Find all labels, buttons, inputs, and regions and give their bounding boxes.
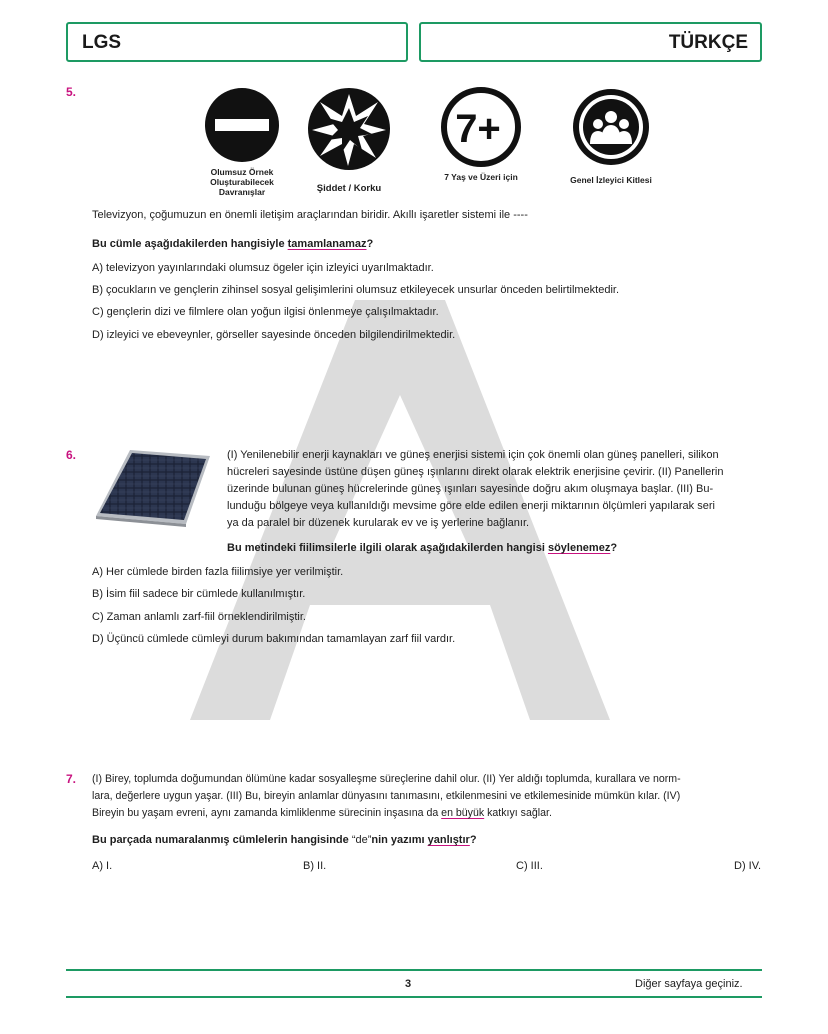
answer-option-d[interactable]: D) IV. <box>734 860 762 872</box>
passage-line: (I) Yenilenebilir enerji kaynakları ve güneş enerjisi sistemi için çok önemli olan güneş panelleri, silikon <box>227 449 719 461</box>
passage-line: ya da paralel bir düzenek kurularak ev ve iş yerlerine bağlanır. <box>227 517 530 529</box>
question-prompt: Bu cümle aşağıdakilerden hangisiyle tamamlanamaz? <box>92 238 374 250</box>
footer-bottom-line <box>66 996 762 998</box>
header-left-box <box>66 22 408 62</box>
answer-option-d[interactable]: D) Üçüncü cümlede cümleyi durum bakımından tamamlayan zarf fiil vardır. <box>92 633 456 645</box>
question-key-word: yanlıştır <box>427 834 470 846</box>
violence-burst-icon <box>306 86 392 172</box>
passage-line: lunduğu bölgeye veya kullanıldığı mevsime göre elde edilen enerji miktarının ölçümleri yapılarak seri <box>227 500 715 512</box>
solar-panel-image <box>94 448 212 528</box>
icon-caption: 7 Yaş ve Üzeri için <box>444 172 518 182</box>
question-key-word: söylenemez <box>547 542 611 554</box>
exam-title: LGS <box>82 32 122 53</box>
no-entry-icon <box>203 86 281 164</box>
answer-option-b[interactable]: B) çocukların ve gençlerin zihinsel sosyal gelişimlerini olumsuz etkileyecek unsurlar önceden belirtilmektedir. <box>92 284 620 296</box>
answer-option-a[interactable]: A) I. <box>92 860 113 872</box>
passage-line: (I) Birey, toplumda doğumundan ölümüne kadar sosyalleşme süreçlerine dahil olur. (II) Yer aldığı toplumda, kurallara ve norm- <box>92 773 681 785</box>
header-right-box <box>419 22 762 62</box>
icon-caption: Olumsuz Örnek Oluşturabilecek Davranışlar <box>210 167 274 197</box>
page-number: 3 <box>405 978 412 990</box>
footer-top-line <box>66 969 762 971</box>
question-number: 7. <box>66 772 77 786</box>
question-prompt: Bu parçada numaralanmış cümlelerin hangisinde “de”nin yazımı yanlıştır? <box>92 834 477 846</box>
answer-option-a[interactable]: A) televizyon yayınlarındaki olumsuz ögeler için izleyici uyarılmaktadır. <box>92 262 434 274</box>
answer-option-b[interactable]: B) II. <box>303 860 327 872</box>
icon-caption: Genel İzleyici Kitlesi <box>570 175 652 185</box>
question-prompt: Bu metindeki fiilimsilerle ilgili olarak aşağıdakilerden hangisi söylenemez? <box>227 542 618 554</box>
svg-text:7+: 7+ <box>455 107 501 151</box>
answer-option-c[interactable]: C) gençlerin dizi ve filmlere olan yoğun ilgisi önlenmeye çalışılmaktadır. <box>92 306 439 318</box>
icon-caption: Şiddet / Korku <box>316 183 382 194</box>
passage-line: üzerinde bulunan güneş hücrelerinde güneş ışınları sayesinde doğru akım oluşmaya başlar. (III) Bu- <box>227 483 714 495</box>
general-audience-icon <box>570 86 652 168</box>
answer-option-c[interactable]: C) Zaman anlamlı zarf-fiil örneklendirilmiştir. <box>92 611 306 623</box>
answer-option-c[interactable]: C) III. <box>516 860 543 872</box>
passage-line: Bireyin bu yaşam evreni, aynı zamanda kimliklenme sürecinin inşasına da en büyük katkıyı sağlar. <box>92 807 552 819</box>
emphasis-underline: en büyük <box>441 807 485 819</box>
passage-line: lara, değerlere uygun yaşar. (III) Bu, bireyin anlamlar dünyasını tanımasını, etkilenmesini ve etkilemesinide mümkün kılar. (IV) <box>92 790 681 802</box>
question-key-word: tamamlanamaz <box>287 238 367 250</box>
question-number: 5. <box>66 85 77 99</box>
subject-title: TÜRKÇE <box>668 32 748 53</box>
answer-option-a[interactable]: A) Her cümlede birden fazla fiilimsiye yer verilmiştir. <box>92 566 344 578</box>
answer-option-d[interactable]: D) izleyici ve ebeveynler, görseller sayesinde önceden bilgilendirilmektedir. <box>92 329 456 341</box>
question-stem: Televizyon, çoğumuzun en önemli iletişim araçlarından biridir. Akıllı işaretler sistemi ile ---- <box>92 209 528 221</box>
next-page-note: Diğer sayfaya geçiniz. <box>635 978 743 990</box>
age-seven-plus-icon <box>440 86 522 168</box>
answer-option-b[interactable]: B) İsim fiil sadece bir cümlede kullanılmıştır. <box>92 588 306 600</box>
question-number: 6. <box>66 448 77 462</box>
passage-line: hücreleri sayesinde üstüne düşen güneş ışınlarını direkt olarak elektrik enerjisine çevirir. (II) Panellerin <box>227 466 724 478</box>
